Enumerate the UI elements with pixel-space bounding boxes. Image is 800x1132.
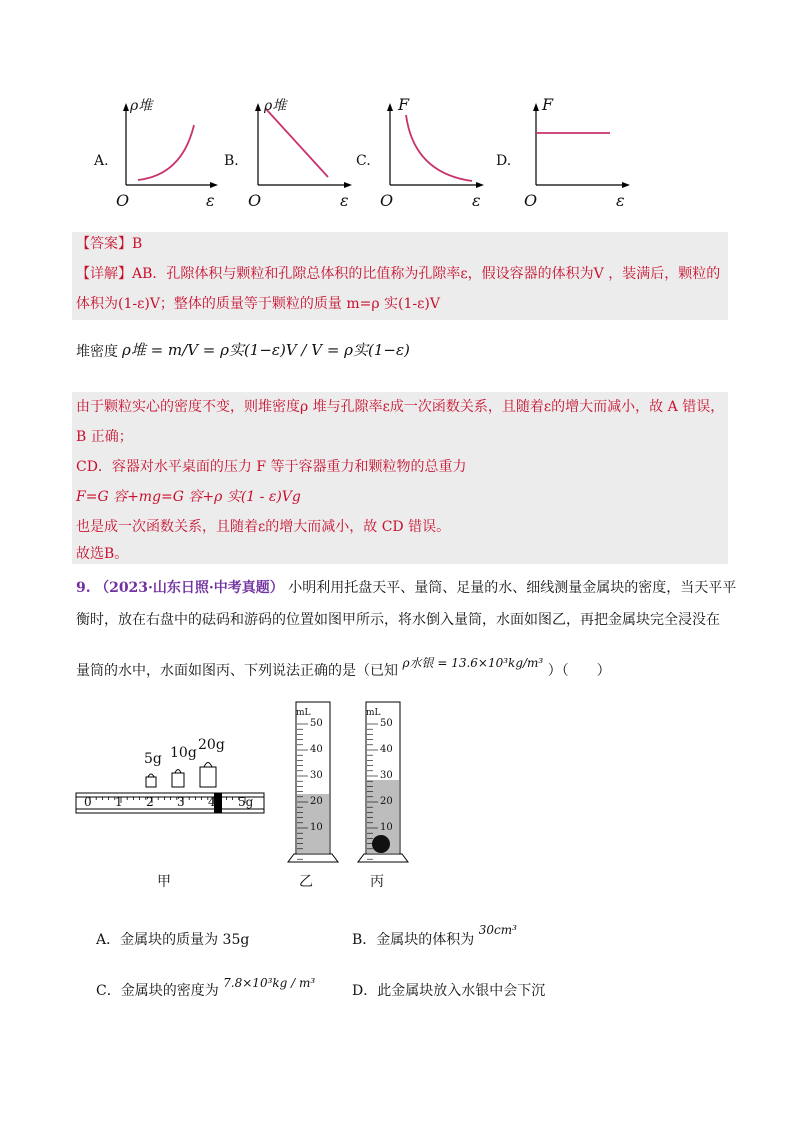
ruler-tick-5: 5g: [238, 795, 254, 809]
detail-line-6: F=G 容+mg=G 容+ρ 实(1 - ε)Vg: [76, 489, 301, 505]
ruler-tick-2: 2: [146, 795, 154, 809]
option-c-text: C．金属块的密度为: [96, 983, 219, 999]
question-line-3: [76, 656, 611, 681]
option-b-value: 30cm³: [478, 923, 517, 937]
graph-d: [496, 95, 646, 215]
detail-line-7: 也是成一次函数关系，且随着ε的增大而减小，故 CD 错误。: [76, 519, 451, 535]
y-axis-label: ρ堆: [264, 98, 287, 114]
ruler-tick-4: 4: [208, 795, 216, 809]
cyl-tick-10: 10: [380, 822, 393, 833]
y-axis-label: ρ堆: [130, 98, 153, 114]
option-b-text: B．金属块的体积为: [352, 932, 475, 948]
figure-bing: [352, 694, 482, 866]
curve: [266, 109, 328, 177]
graph-c: [356, 95, 496, 215]
question-source: （2023·山东日照·中考真题）: [95, 580, 284, 596]
option-a: A．金属块的质量为 35g: [96, 932, 250, 948]
question-text-4: ）（ ）: [547, 663, 611, 679]
weight-20g-icon: [200, 763, 216, 788]
caption-bing: 丙: [370, 874, 384, 890]
graph-a: [90, 95, 230, 215]
weight-10g-icon: [172, 770, 184, 788]
weight-label-20g: 20g: [198, 737, 225, 753]
cyl-tick-50: 50: [310, 718, 323, 729]
option-c-value: 7.8×10³kg / m³: [223, 976, 316, 990]
ruler-tick-1: 1: [115, 795, 123, 809]
ruler-tick-3: 3: [177, 795, 185, 809]
caption-yi: 乙: [299, 874, 313, 890]
option-c: [96, 976, 316, 1000]
question-number: 9.: [76, 580, 91, 596]
metal-block-icon: [372, 835, 390, 853]
cyl-tick-30: 30: [380, 770, 393, 781]
x-axis-label: ε: [206, 191, 215, 210]
ruler-bar: [76, 793, 264, 813]
x-axis-label: ε: [616, 191, 625, 210]
detail-line-2: 体积为(1-ε)V；整体的质量等于颗粒的质量 m=ρ 实(1-ε)V: [76, 296, 440, 312]
cylinder-unit: mL: [296, 708, 311, 718]
origin-label: O: [380, 191, 394, 210]
density-label: 堆密度: [76, 344, 118, 360]
weight-label-10g: 10g: [170, 745, 197, 761]
density-formula: ρ堆 = m/V = ρ实(1−ε)V / V = ρ实(1−ε): [122, 341, 410, 359]
origin-label: O: [248, 191, 262, 210]
y-axis-label: F: [542, 95, 554, 114]
cyl-tick-10: 10: [310, 822, 323, 833]
figure-jia: [70, 735, 270, 825]
ruler-tick-0: 0: [84, 795, 92, 809]
cyl-tick-50: 50: [380, 718, 393, 729]
detail-line-5: CD．容器对水平桌面的压力 F 等于容器重力和颗粒物的总重力: [76, 459, 467, 475]
detail-line-8: 故选B。: [76, 546, 129, 562]
weight-label-5g: 5g: [144, 751, 162, 767]
question-text-1: 小明利用托盘天平、量筒、足量的水、细线测量金属块的密度，当天平平: [288, 580, 737, 596]
question-line-2: 衡时，放在右盘中的砝码和游码的位置如图甲所示，将水倒入量筒，水面如图乙，再把金属块完全浸没在: [76, 612, 720, 628]
cyl-tick-20: 20: [380, 796, 393, 807]
cylinder-bing: [352, 694, 482, 866]
option-label: C.: [356, 153, 371, 169]
y-axis-label: F: [398, 95, 410, 114]
x-axis-label: ε: [340, 191, 349, 210]
weight-5g-icon: [146, 774, 156, 787]
origin-label: O: [116, 191, 130, 210]
answer-shade-2: [72, 392, 728, 564]
x-axis-label: ε: [472, 191, 481, 210]
cyl-tick-40: 40: [310, 744, 323, 755]
cylinder-unit: mL: [366, 708, 381, 718]
curve: [406, 115, 472, 181]
detail-line-4: B 正确；: [76, 429, 133, 445]
question-line-1: [76, 578, 736, 598]
option-b: [352, 923, 517, 949]
curve: [138, 125, 194, 180]
caption-jia: 甲: [157, 874, 171, 890]
option-label: B.: [224, 153, 239, 169]
option-label: A.: [94, 153, 109, 169]
cyl-tick-20: 20: [310, 796, 323, 807]
cyl-tick-30: 30: [310, 770, 323, 781]
detail-line-3: 由于颗粒实心的密度不变，则堆密度ρ 堆与孔隙率ε成一次函数关系，且随着ε的增大而减小，故 A 错误，: [76, 399, 725, 415]
question-text-3: 量筒的水中，水面如图丙、下列说法正确的是（已知: [76, 663, 398, 679]
cyl-tick-40: 40: [380, 744, 393, 755]
weights-and-ruler: [70, 735, 270, 825]
detail-line-1: 【详解】AB．孔隙体积与颗粒和孔隙总体积的比值称为孔隙率ε，假设容器的体积为V ，装满后，颗粒的: [76, 266, 721, 282]
given-formula: ρ水银 = 13.6×10³kg/m³: [402, 656, 544, 670]
origin-label: O: [524, 191, 538, 210]
option-d: D．此金属块放入水银中会下沉: [352, 983, 546, 999]
answer-line: 【答案】B: [76, 236, 143, 252]
option-label: D.: [496, 153, 512, 169]
graph-b: [224, 95, 364, 215]
